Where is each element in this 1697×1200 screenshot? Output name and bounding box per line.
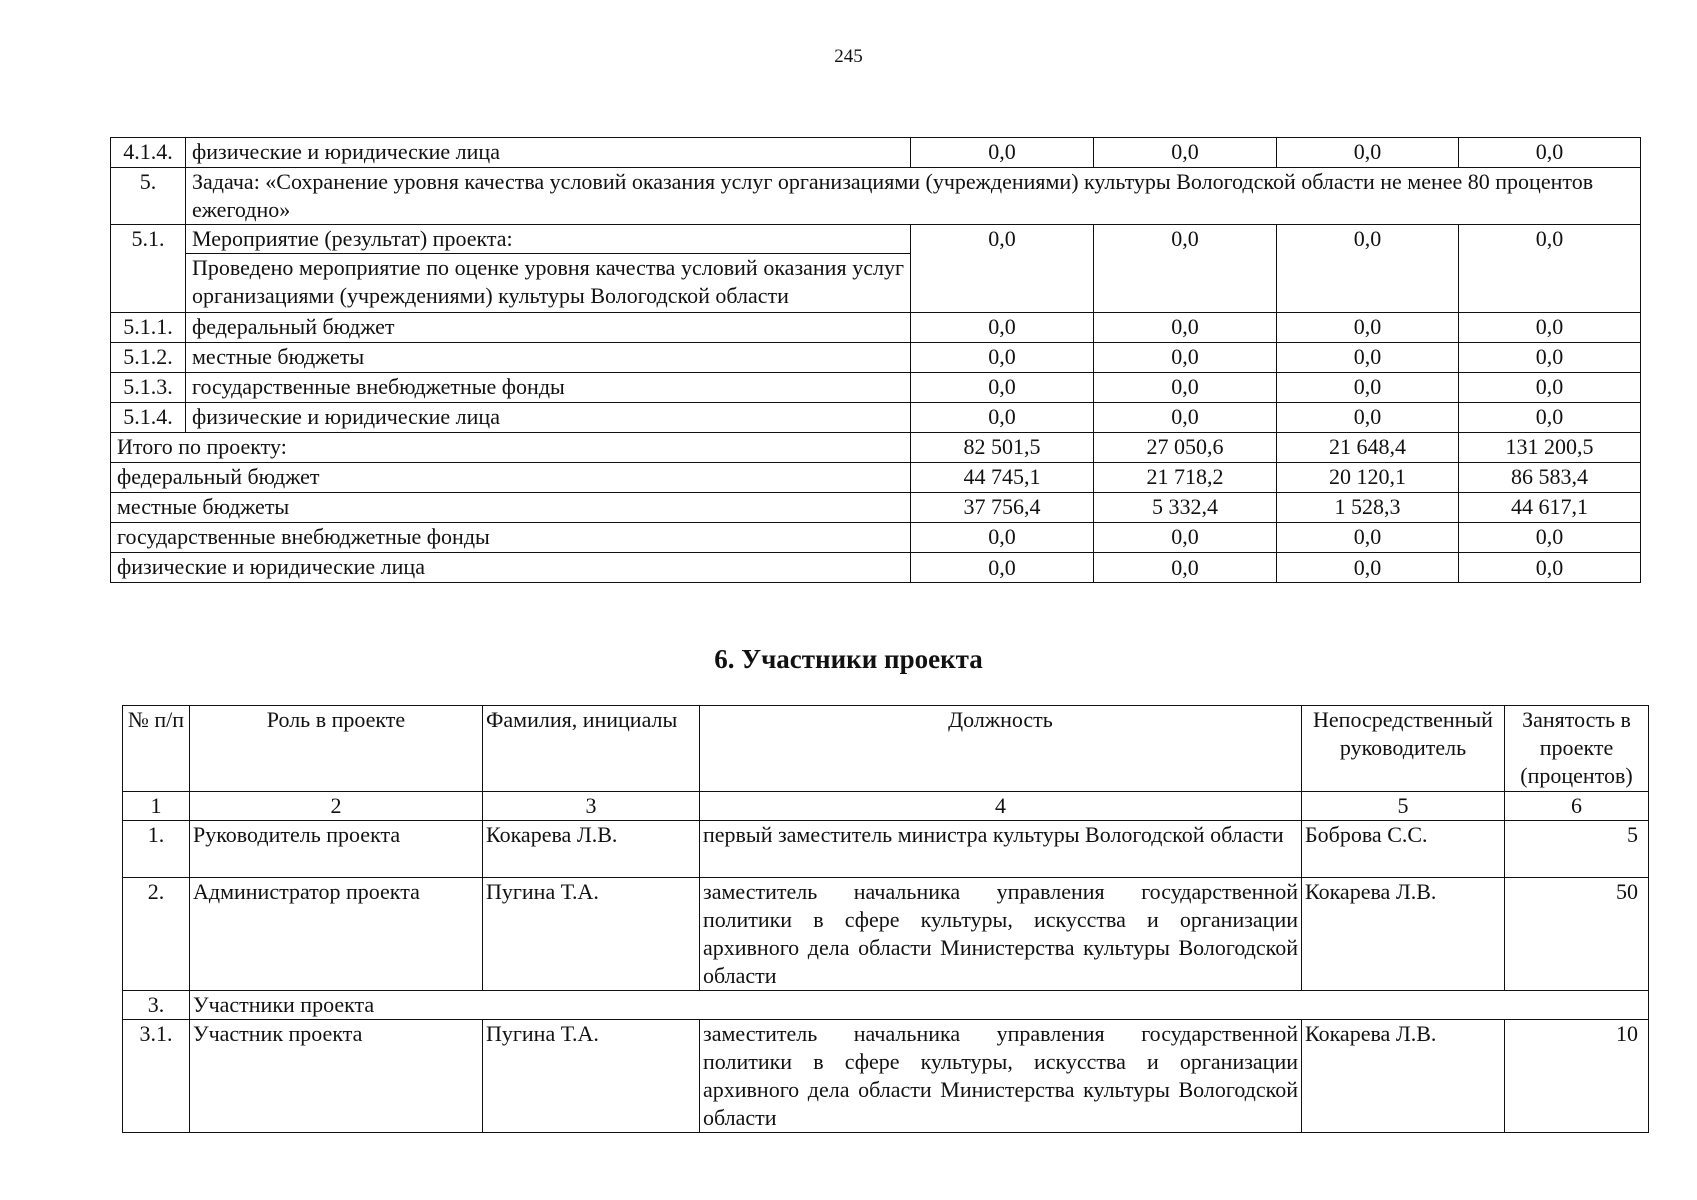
total-value: 44 745,1 [911,463,1094,493]
table-row [123,821,1649,878]
row-value: 0,0 [1094,313,1277,343]
row-num: 1. [123,821,190,878]
row-value: 0,0 [1277,343,1459,373]
row-label: физические и юридические лица [186,138,911,168]
row-value: 0,0 [1094,138,1277,168]
row-value: 0,0 [1277,373,1459,403]
total-value: 0,0 [911,523,1094,553]
header-row [123,706,1649,792]
header-employment: Занятость в проекте (процентов) [1505,706,1649,792]
total-value: 27 050,6 [1094,433,1277,463]
row-employment: 10 [1505,1020,1649,1133]
total-label: государственные внебюджетные фонды [111,523,911,553]
total-label: Итого по проекту: [111,433,911,463]
row-num: 2. [123,878,190,991]
row-value: 0,0 [1094,225,1277,313]
total-row [111,523,1641,553]
total-row [111,463,1641,493]
row-value: 0,0 [1459,313,1641,343]
total-value: 5 332,4 [1094,493,1277,523]
column-number: 2 [190,792,483,821]
table-row [123,991,1649,1020]
total-value: 0,0 [1277,523,1459,553]
total-value: 21 648,4 [1277,433,1459,463]
column-number-row [123,792,1649,821]
column-number: 1 [123,792,190,821]
total-row [111,493,1641,523]
row-value: 0,0 [1094,403,1277,433]
row-position: заместитель начальника управления государственной политики в сфере культуры, искусства и организации архивного дела области Министерства культуры Вологодской области [700,1020,1302,1133]
row-role: Участник проекта [190,1020,483,1133]
event-title: Мероприятие (результат) проекта: [186,225,910,254]
total-label: местные бюджеты [111,493,911,523]
row-name: Кокарева Л.В. [483,821,700,878]
row-code: 5.1.4. [111,403,186,433]
row-label: федеральный бюджет [186,313,911,343]
table-row [111,138,1641,168]
total-value: 21 718,2 [1094,463,1277,493]
row-value: 0,0 [911,138,1094,168]
row-manager: Кокарева Л.В. [1302,878,1505,991]
total-value: 44 617,1 [1459,493,1641,523]
total-value: 0,0 [911,553,1094,583]
row-value: 0,0 [911,225,1094,313]
column-number: 6 [1505,792,1649,821]
table-row [111,313,1641,343]
row-role: Руководитель проекта [190,821,483,878]
row-role: Администратор проекта [190,878,483,991]
column-number: 3 [483,792,700,821]
row-value: 0,0 [1459,403,1641,433]
header-position: Должность [700,706,1302,792]
header-role: Роль в проекте [190,706,483,792]
row-value: 0,0 [911,313,1094,343]
total-row [111,553,1641,583]
header-num: № п/п [123,706,190,792]
row-value: 0,0 [1094,343,1277,373]
row-value: 0,0 [1459,138,1641,168]
task-label: Задача: «Сохранение уровня качества условий оказания услуг организациями (учреждениями) культуры Вологодской области не менее 80 процентов ежегодно» [186,168,1641,225]
total-value: 37 756,4 [911,493,1094,523]
total-value: 86 583,4 [1459,463,1641,493]
table-row [111,403,1641,433]
total-value: 0,0 [1459,523,1641,553]
total-value: 20 120,1 [1277,463,1459,493]
row-code: 4.1.4. [111,138,186,168]
row-code: 5.1.2. [111,343,186,373]
row-value: 0,0 [1277,225,1459,313]
event-description: Проведено мероприятие по оценке уровня качества условий оказания услуг организациями (учреждениями) культуры Вологодской области [192,255,904,308]
row-num: 3. [123,991,190,1020]
total-value: 0,0 [1094,523,1277,553]
row-employment: 50 [1505,878,1649,991]
table-row [111,168,1641,225]
page-number: 245 [834,46,863,67]
row-manager: Кокарева Л.В. [1302,1020,1505,1133]
total-value: 1 528,3 [1277,493,1459,523]
table-row [123,878,1649,991]
row-employment: 5 [1505,821,1649,878]
total-label: федеральный бюджет [111,463,911,493]
total-value: 0,0 [1277,553,1459,583]
row-label: физические и юридические лица [186,403,911,433]
row-value: 0,0 [1277,403,1459,433]
budget-table [110,137,1641,583]
row-value: 0,0 [1277,138,1459,168]
section-title: 6. Участники проекта [714,644,983,674]
total-value: 131 200,5 [1459,433,1641,463]
column-number: 4 [700,792,1302,821]
row-code: 5.1. [111,225,186,313]
total-value: 0,0 [1094,553,1277,583]
row-code: 5.1.3. [111,373,186,403]
total-value: 0,0 [1459,553,1641,583]
row-value: 0,0 [911,373,1094,403]
row-position: заместитель начальника управления государственной политики в сфере культуры, искусства и организации архивного дела области Министерства культуры Вологодской области [700,878,1302,991]
row-role: Участники проекта [190,991,1649,1020]
row-code: 5. [111,168,186,225]
table-row [111,373,1641,403]
total-value: 82 501,5 [911,433,1094,463]
table-row [111,225,1641,313]
row-name: Пугина Т.А. [483,1020,700,1133]
row-value: 0,0 [1277,313,1459,343]
row-value: 0,0 [1459,373,1641,403]
row-value: 0,0 [1459,343,1641,373]
row-position: первый заместитель министра культуры Вологодской области [700,821,1302,878]
participants-table [122,705,1649,1133]
row-value: 0,0 [911,343,1094,373]
table-row [111,343,1641,373]
row-value: 0,0 [1459,225,1641,313]
row-label: местные бюджеты [186,343,911,373]
total-row [111,433,1641,463]
column-number: 5 [1302,792,1505,821]
row-label: государственные внебюджетные фонды [186,373,911,403]
row-num: 3.1. [123,1020,190,1133]
row-name: Пугина Т.А. [483,878,700,991]
row-value: 0,0 [911,403,1094,433]
table-row [123,1020,1649,1133]
row-code: 5.1.1. [111,313,186,343]
row-value: 0,0 [1094,373,1277,403]
row-manager: Боброва С.С. [1302,821,1505,878]
header-manager: Непосредственный руководитель [1302,706,1505,792]
header-name: Фамилия, инициалы [483,706,700,792]
total-label: физические и юридические лица [111,553,911,583]
